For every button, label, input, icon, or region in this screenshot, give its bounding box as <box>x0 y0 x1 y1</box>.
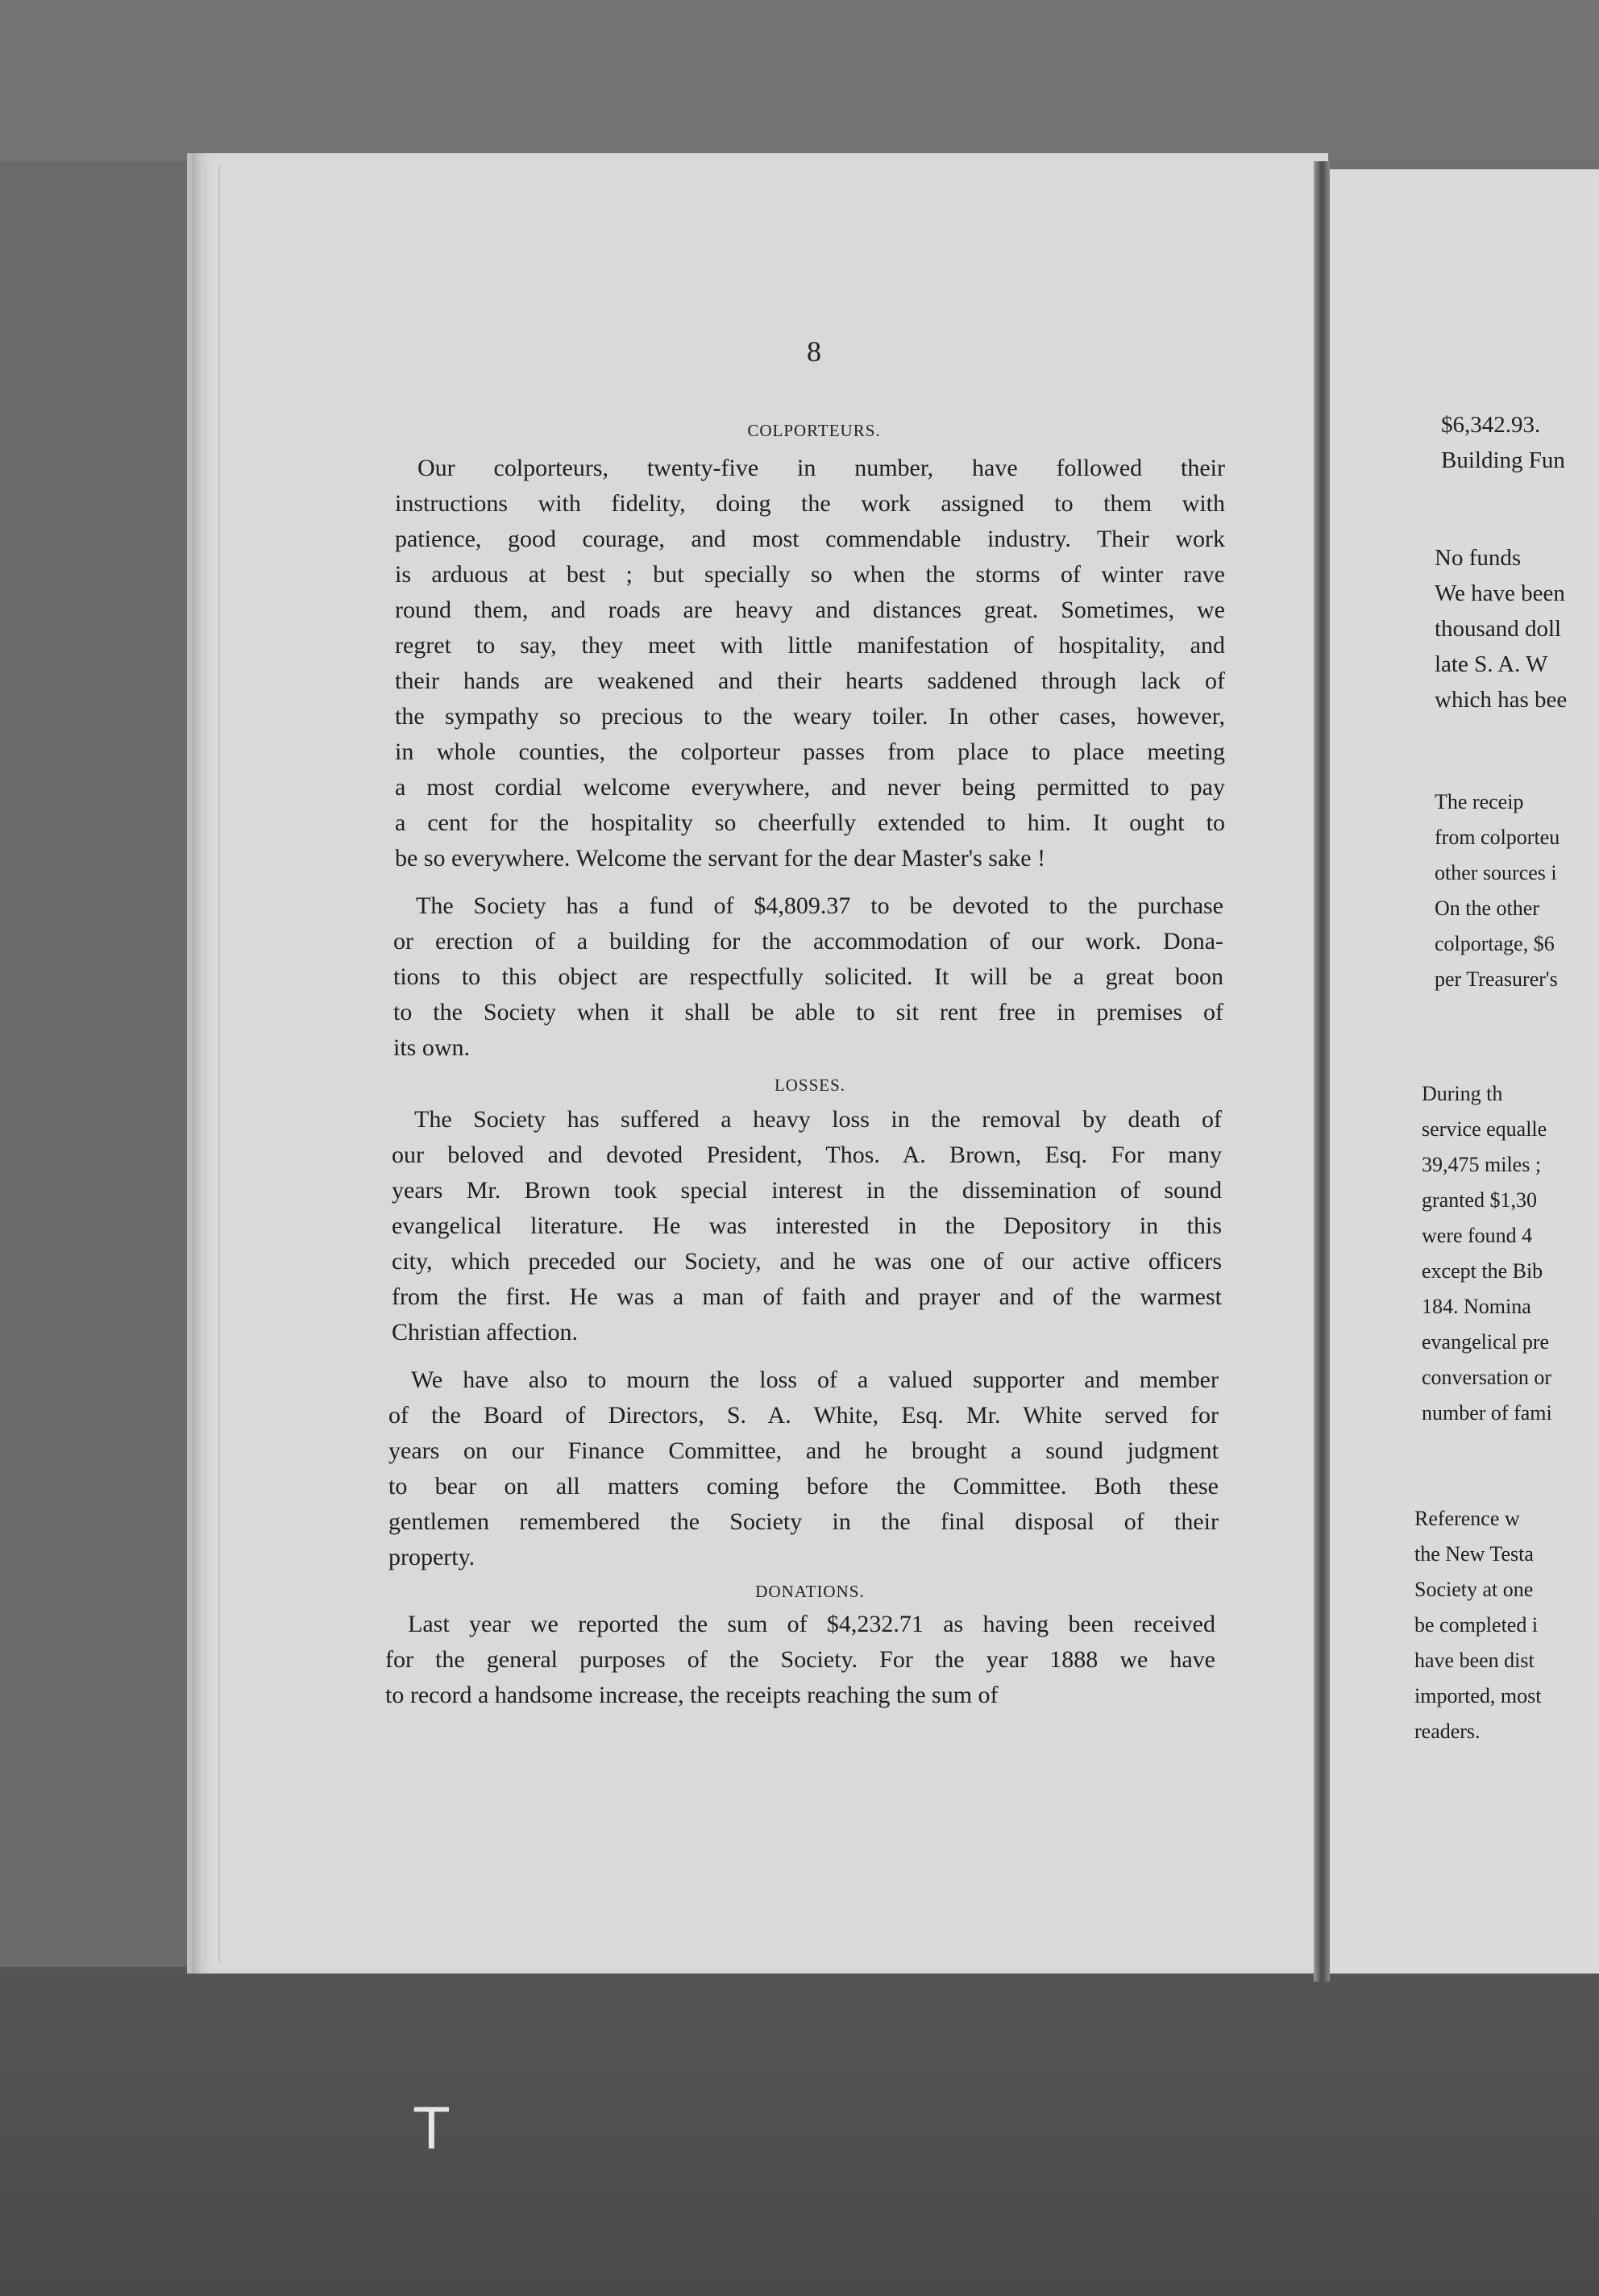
text-line: We have also to mourn the loss of a valued supporter and member <box>411 1366 1219 1393</box>
text-line: 184. Nomina <box>1422 1295 1531 1318</box>
paragraph-donations-1 <box>385 1607 1215 1713</box>
text-line: evangelical literature. He was interested in the Depository in this <box>392 1212 1222 1239</box>
text-line: Christian affection. <box>392 1319 579 1346</box>
text-line: from colporteu <box>1435 826 1560 849</box>
text-line: city, which preceded our Society, and he was one of our active officers <box>392 1248 1222 1275</box>
paragraph-colporteurs-2 <box>393 888 1223 1066</box>
text-line: were found 4 <box>1422 1224 1533 1247</box>
text-line: a most cordial welcome everywhere, and never being permitted to pay <box>395 774 1225 801</box>
page-edge-stack <box>206 165 220 1963</box>
text-line: service equalle <box>1422 1117 1547 1141</box>
scan-background-top <box>0 0 1599 161</box>
right-column-block-3 <box>1435 784 1599 997</box>
text-line: gentlemen remembered the Society in the final disposal of their <box>388 1508 1219 1535</box>
text-line: Society at one <box>1414 1578 1534 1601</box>
text-line: have been dist <box>1414 1649 1535 1672</box>
text-line: readers. <box>1414 1720 1481 1743</box>
heading-donations: DONATIONS. <box>755 1582 865 1601</box>
text-line: its own. <box>393 1034 471 1061</box>
text-line: is arduous at best ; but specially so when the storms of winter rave <box>395 561 1225 588</box>
text-line: thousand doll <box>1435 616 1562 642</box>
text-line: in whole counties, the colporteur passes from place to place meeting <box>395 738 1225 765</box>
text-line: for the general purposes of the Society. For the year 1888 we have <box>385 1646 1215 1673</box>
heading-colporteurs: COLPORTEURS. <box>747 421 881 440</box>
text-line: be so everywhere. Welcome the servant for the dear Master's sake ! <box>395 845 1046 871</box>
right-column-block-1 <box>1441 407 1599 478</box>
text-line: or erection of a building for the accommodation of our work. Dona- <box>393 928 1223 955</box>
text-line: regret to say, they meet with little manifestation of hospitality, and <box>395 632 1225 659</box>
page-number: 8 <box>807 335 821 368</box>
text-line: the sympathy so precious to the weary toiler. In other cases, however, <box>395 703 1225 730</box>
text-line: other sources i <box>1435 861 1557 884</box>
text-line: Building Fun <box>1441 447 1565 473</box>
text-line: years Mr. Brown took special interest in the dissemination of sound <box>392 1177 1222 1204</box>
text-line: be completed i <box>1414 1613 1539 1637</box>
text-line: granted $1,30 <box>1422 1188 1537 1212</box>
text-line: patience, good courage, and most commendable industry. Their work <box>395 526 1225 552</box>
heading-losses: LOSSES. <box>774 1075 846 1095</box>
text-line: of the Board of Directors, S. A. White, Esq. Mr. White served for <box>388 1402 1219 1429</box>
text-line: to record a handsome increase, the receipts reaching the sum of <box>385 1682 999 1708</box>
text-line: instructions with fidelity, doing the work assigned to them with <box>395 490 1225 517</box>
text-line: round them, and roads are heavy and distances great. Sometimes, we <box>395 597 1225 623</box>
book-gutter <box>1314 161 1330 1982</box>
text-line: which has bee <box>1435 687 1568 713</box>
scan-background-bottom <box>0 1967 1599 2296</box>
right-column-block-2 <box>1435 540 1599 718</box>
paragraph-losses-2 <box>388 1362 1219 1575</box>
text-line: property. <box>388 1544 476 1570</box>
text-line: late S. A. W <box>1435 651 1548 677</box>
text-line: per Treasurer's <box>1435 967 1558 991</box>
text-line: $6,342.93. <box>1441 412 1541 438</box>
text-line: No funds <box>1435 545 1522 571</box>
text-line: 39,475 miles ; <box>1422 1153 1542 1176</box>
text-line: our beloved and devoted President, Thos. A. Brown, Esq. For many <box>392 1142 1222 1168</box>
text-line: imported, most <box>1414 1684 1542 1707</box>
text-line: conversation or <box>1422 1366 1552 1389</box>
text-line: The Society has suffered a heavy loss in the removal by death of <box>414 1106 1222 1133</box>
right-column-block-5 <box>1414 1501 1599 1749</box>
text-line: to the Society when it shall be able to sit rent free in premises of <box>393 999 1223 1025</box>
text-line: their hands are weakened and their hearts saddened through lack of <box>395 668 1225 694</box>
text-line: years on our Finance Committee, and he brought a sound judgment <box>388 1437 1219 1464</box>
margin-mark: T <box>414 2096 449 2162</box>
text-line: We have been <box>1435 580 1565 606</box>
text-line: tions to this object are respectfully solicited. It will be a great boon <box>393 963 1223 990</box>
scan-background-left <box>0 161 189 1967</box>
text-line: a cent for the hospitality so cheerfully extended to him. It ought to <box>395 809 1225 836</box>
text-line: to bear on all matters coming before the Committee. Both these <box>388 1473 1219 1499</box>
paragraph-colporteurs-1 <box>395 451 1225 876</box>
text-line: evangelical pre <box>1422 1330 1550 1354</box>
text-line: number of fami <box>1422 1401 1552 1425</box>
text-line: The receip <box>1435 790 1524 813</box>
text-line: the New Testa <box>1414 1542 1534 1566</box>
text-line: Last year we reported the sum of $4,232.71 as having been received <box>408 1611 1215 1637</box>
paragraph-losses-1 <box>392 1102 1222 1350</box>
right-column-block-4 <box>1422 1076 1599 1431</box>
text-line: colportage, $6 <box>1435 932 1555 955</box>
text-line: from the first. He was a man of faith and prayer and of the warmest <box>392 1283 1222 1310</box>
text-line: During th <box>1422 1082 1503 1105</box>
text-line: Our colporteurs, twenty-five in number, have followed their <box>417 455 1225 481</box>
text-line: On the other <box>1435 896 1539 920</box>
text-line: except the Bib <box>1422 1259 1543 1283</box>
text-line: The Society has a fund of $4,809.37 to be devoted to the purchase <box>416 892 1223 919</box>
text-line: Reference w <box>1414 1507 1520 1530</box>
